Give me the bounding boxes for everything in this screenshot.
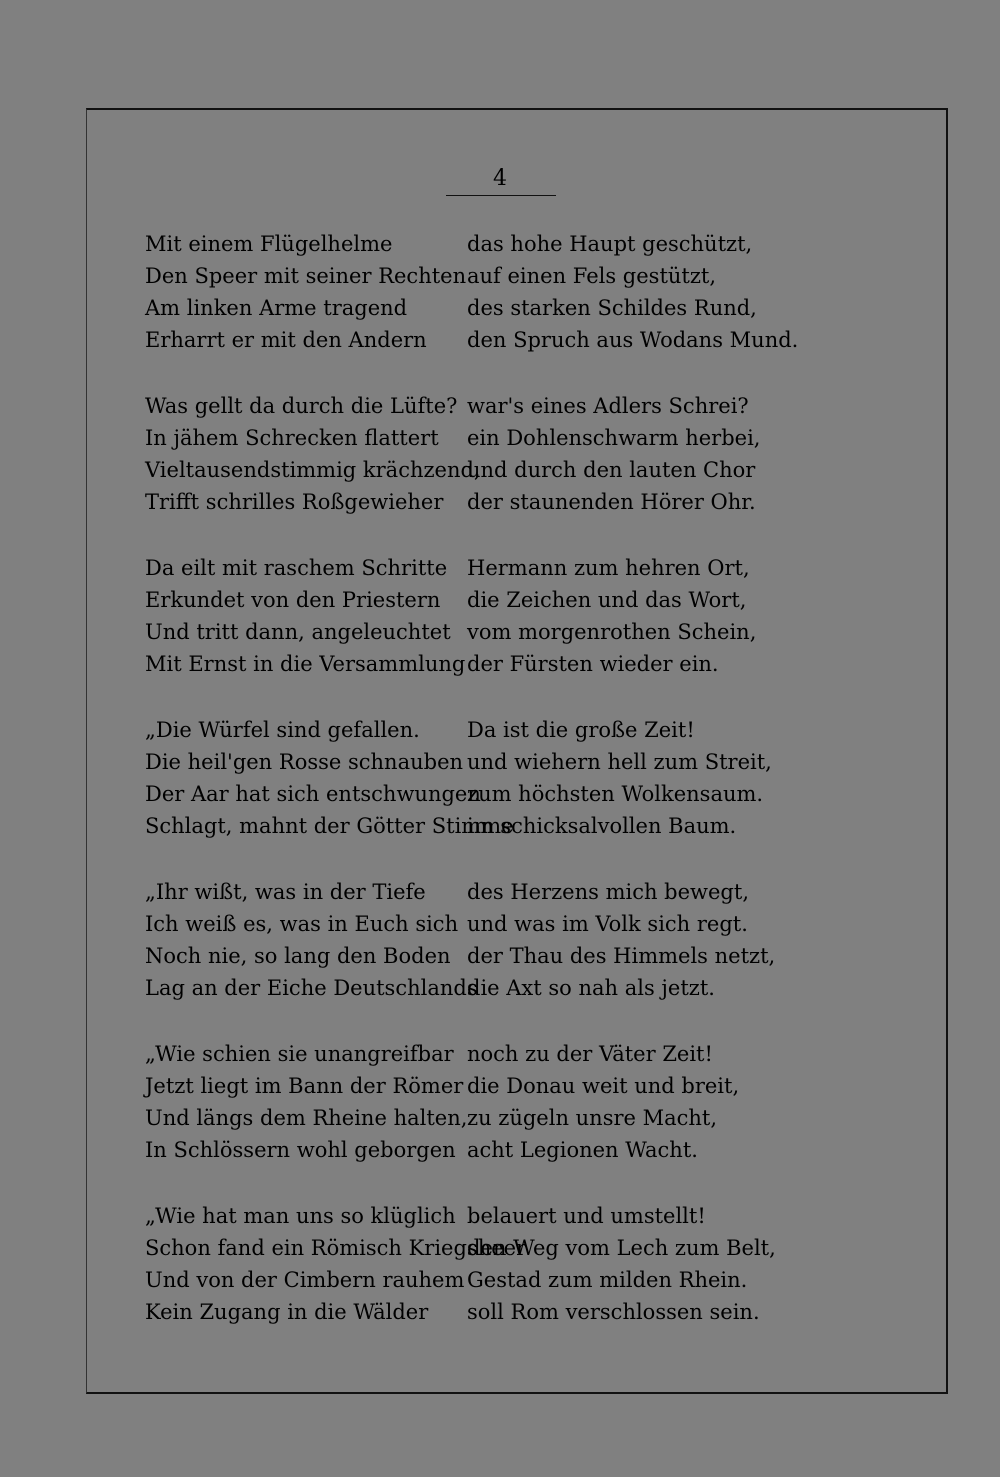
verse-first-half: Schon fand ein Römisch Kriegsheer	[145, 1236, 527, 1260]
verse-line	[145, 1134, 865, 1166]
verse-line	[145, 1296, 865, 1328]
verse-second-half: den Spruch aus Wodans Mund.	[467, 328, 799, 352]
verse-first-half: Mit einem Flügelhelme	[145, 232, 393, 256]
verse-line	[145, 714, 865, 746]
verse-second-half: auf einen Fels gestützt,	[467, 264, 717, 288]
verse-second-half: des starken Schildes Rund,	[467, 296, 757, 320]
verse-first-half: Am linken Arme tragend	[145, 296, 408, 320]
verse-line	[145, 422, 865, 454]
verse-line	[145, 1232, 865, 1264]
verse-line	[145, 260, 865, 292]
verse-line	[145, 1200, 865, 1232]
verse-line	[145, 940, 865, 972]
verse-line	[145, 876, 865, 908]
stanza	[145, 876, 865, 1038]
verse-first-half: Da eilt mit raschem Schritte	[145, 556, 448, 580]
verse-first-half: Vieltausendstimmig krächzend,	[145, 458, 481, 482]
verse-second-half: Da ist die große Zeit!	[467, 718, 695, 742]
verse-second-half: ein Dohlenschwarm herbei,	[467, 426, 761, 450]
stanza	[145, 390, 865, 552]
verse-line	[145, 616, 865, 648]
verse-first-half: Der Aar hat sich entschwungen	[145, 782, 481, 806]
verse-first-half: Kein Zugang in die Wälder	[145, 1300, 429, 1324]
verse-first-half: In Schlössern wohl geborgen	[145, 1138, 456, 1162]
verse-line	[145, 1102, 865, 1134]
verse-second-half: der Thau des Himmels netzt,	[467, 944, 776, 968]
verse-second-half: Gestad zum milden Rhein.	[467, 1268, 748, 1292]
verse-line	[145, 908, 865, 940]
verse-second-half: zu zügeln unsre Macht,	[467, 1106, 718, 1130]
verse-second-half: acht Legionen Wacht.	[467, 1138, 698, 1162]
verse-first-half: Ich weiß es, was in Euch sich	[145, 912, 459, 936]
verse-line	[145, 778, 865, 810]
verse-first-half: Mit Ernst in die Versammlung	[145, 652, 466, 676]
verse-first-half: Erharrt er mit den Andern	[145, 328, 427, 352]
verse-second-half: belauert und umstellt!	[467, 1204, 706, 1228]
verse-second-half: war's eines Adlers Schrei?	[467, 394, 749, 418]
verse-first-half: Und von der Cimbern rauhem	[145, 1268, 465, 1292]
verse-second-half: und durch den lauten Chor	[467, 458, 756, 482]
verse-line	[145, 810, 865, 842]
stanza	[145, 1200, 865, 1362]
verse-line	[145, 228, 865, 260]
stanza	[145, 228, 865, 390]
verse-second-half: den Weg vom Lech zum Belt,	[467, 1236, 776, 1260]
verse-second-half: Hermann zum hehren Ort,	[467, 556, 750, 580]
verse-second-half: soll Rom verschlossen sein.	[467, 1300, 760, 1324]
stanza	[145, 714, 865, 876]
verse-second-half: die Donau weit und breit,	[467, 1074, 740, 1098]
verse-first-half: In jähem Schrecken flattert	[145, 426, 439, 450]
verse-line	[145, 972, 865, 1004]
verse-second-half: der Fürsten wieder ein.	[467, 652, 719, 676]
verse-first-half: Was gellt da durch die Lüfte?	[145, 394, 458, 418]
verse-line	[145, 292, 865, 324]
verse-first-half: Und tritt dann, angeleuchtet	[145, 620, 451, 644]
verse-line	[145, 648, 865, 680]
verse-first-half: Lag an der Eiche Deutschlands	[145, 976, 478, 1000]
verse-line	[145, 746, 865, 778]
verse-line	[145, 1264, 865, 1296]
verse-second-half: und wiehern hell zum Streit,	[467, 750, 772, 774]
verse-first-half: Jetzt liegt im Bann der Römer	[145, 1074, 464, 1098]
verse-first-half: „Ihr wißt, was in der Tiefe	[145, 880, 426, 904]
verse-line	[145, 584, 865, 616]
verse-second-half: noch zu der Väter Zeit!	[467, 1042, 713, 1066]
verse-second-half: und was im Volk sich regt.	[467, 912, 748, 936]
verse-first-half: „Wie hat man uns so klüglich	[145, 1204, 456, 1228]
verse-line	[145, 324, 865, 356]
verse-first-half: Und längs dem Rheine halten,	[145, 1106, 468, 1130]
verse-second-half: die Axt so nah als jetzt.	[467, 976, 715, 1000]
verse-second-half: im schicksalvollen Baum.	[467, 814, 737, 838]
stanza	[145, 552, 865, 714]
verse-first-half: Die heil'gen Rosse schnauben	[145, 750, 464, 774]
verse-first-half: Trifft schrilles Roßgewieher	[145, 490, 444, 514]
verse-second-half: der staunenden Hörer Ohr.	[467, 490, 756, 514]
verse-line	[145, 552, 865, 584]
verse-line	[145, 390, 865, 422]
verse-first-half: Den Speer mit seiner Rechten	[145, 264, 467, 288]
verse-line	[145, 486, 865, 518]
verse-first-half: Schlagt, mahnt der Götter Stimme	[145, 814, 514, 838]
verse-first-half: Erkundet von den Priestern	[145, 588, 441, 612]
verse-second-half: des Herzens mich bewegt,	[467, 880, 749, 904]
stanza	[145, 1038, 865, 1200]
poem	[145, 228, 865, 1362]
page-number: 4	[493, 166, 507, 191]
verse-line	[145, 1070, 865, 1102]
verse-first-half: Noch nie, so lang den Boden	[145, 944, 451, 968]
verse-first-half: „Die Würfel sind gefallen.	[145, 718, 420, 742]
verse-line	[145, 454, 865, 486]
verse-line	[145, 1038, 865, 1070]
verse-second-half: zum höchsten Wolkensaum.	[467, 782, 764, 806]
verse-second-half: vom morgenrothen Schein,	[467, 620, 757, 644]
page-number-rule	[446, 195, 556, 196]
verse-second-half: das hohe Haupt geschützt,	[467, 232, 753, 256]
verse-second-half: die Zeichen und das Wort,	[467, 588, 747, 612]
verse-first-half: „Wie schien sie unangreifbar	[145, 1042, 454, 1066]
